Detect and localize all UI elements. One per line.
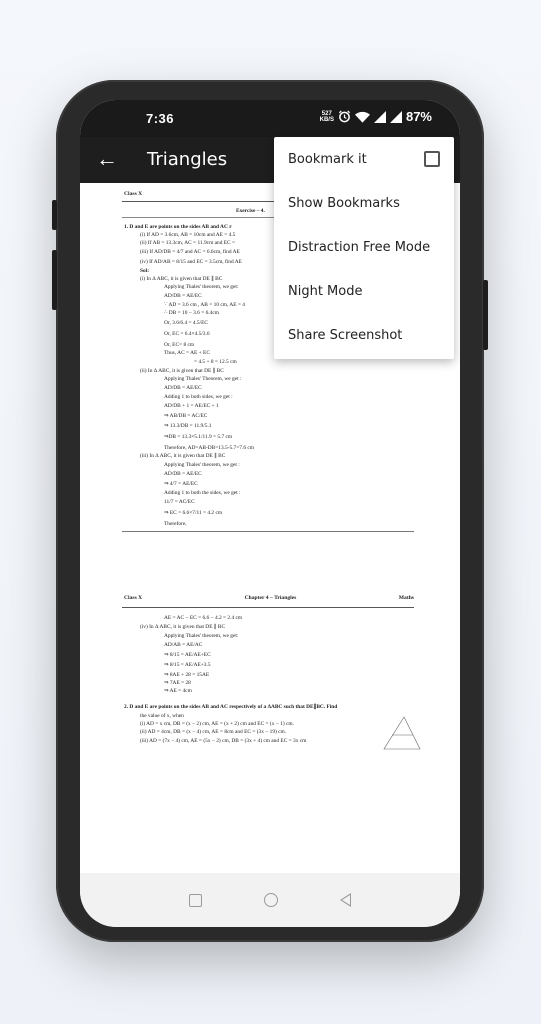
header-subject: Maths — [398, 595, 414, 601]
status-bar — [80, 100, 460, 137]
network-speed — [320, 111, 334, 123]
solution-line: ⇒ 8/15 = AE/AE+3.5 — [164, 662, 211, 668]
header-class: Class X — [124, 191, 143, 197]
menu-item-label: Bookmark it — [288, 151, 367, 167]
solution-line: Applying Thales' theorem, we get : — [164, 462, 240, 468]
network-speed-unit: KB/S — [319, 116, 334, 123]
solution-line: Or, EC = 6.4×4.5/3.6 — [164, 331, 210, 337]
wifi-icon — [355, 111, 370, 123]
menu-item-label: Distraction Free Mode — [288, 239, 431, 255]
phone-side-button — [52, 200, 57, 230]
solution-line: Applying Thales' Theorem, we get : — [164, 376, 242, 382]
phone-side-button — [52, 250, 57, 310]
solution-line: ⇒ AE = 4cm — [164, 688, 192, 694]
question-line: (ii) AD = 4cm, DB = (x − 4) cm, AE = 8cm and EC = (3x − 19) cm. — [140, 729, 287, 735]
solution-line: Therefore, — [164, 521, 187, 527]
solution-line: ⇒ AB/DB = AC/EC — [164, 413, 208, 419]
pdf-page-header — [124, 595, 414, 601]
solution-line: ⇒ 8/15 = AE/AE+EC — [164, 652, 211, 658]
solution-line: ⇒ 13.3/DB = 11.9/5.1 — [164, 423, 212, 429]
question-line: (i) AD = x cm, DB = (x − 2) cm, AE = (x + 2) cm and EC = (x − 1) cm. — [140, 721, 294, 727]
question-line: (iv) If AD/AB = 8/15 and EC = 3.5cm, find AE — [140, 259, 242, 265]
solution-line: Therefore, AD=AB-DB=13.5-5.7=7.6 cm — [164, 445, 254, 451]
solution-line: ⇒DB = 13.3×5.1/11.9 = 5.7 cm — [164, 434, 233, 440]
home-icon[interactable] — [264, 893, 278, 907]
solution-line: Or, 3.6/6.4 = 4.5/EC — [164, 320, 209, 326]
network-speed-value: 527 — [321, 110, 332, 117]
solution-line: (iv) In Δ ABC, it is given that DE ∥ BC — [140, 624, 226, 630]
solution-line: (iii) In Δ ABC, it is given that DE ∥ BC — [140, 453, 226, 459]
solution-line: Adding 1 to both the sides, we get : — [164, 490, 241, 496]
menu-item-label: Night Mode — [288, 283, 363, 299]
menu-item-bookmark-it[interactable] — [274, 137, 454, 181]
alarm-icon — [338, 110, 351, 123]
status-time: 7:36 — [146, 111, 175, 126]
menu-item-share-screenshot[interactable] — [274, 313, 454, 357]
solution-line: Adding 1 to both sides, we get : — [164, 394, 233, 400]
question-line: (iii) If AD/DB = 4/7 and AC = 6.6cm, find AE — [140, 249, 240, 255]
solution-line: AD/DB = AE/EC — [164, 385, 202, 391]
signal-icon — [390, 111, 402, 123]
solution-line: Or, EC= 8 cm — [164, 342, 195, 348]
question-line: 2. D and E are points on the sides AB and AC respectively of a ΔABC such that DE∥BC. Find — [124, 704, 338, 710]
question-line: the value of x, when — [140, 713, 184, 719]
page-bottom-rule — [122, 531, 414, 532]
menu-item-label: Show Bookmarks — [288, 195, 400, 211]
signal-icon — [374, 111, 386, 123]
solution-line: AD/DB + 1 = AE/EC + 1 — [164, 403, 219, 409]
solution-line: (ii) In Δ ABC, it is given that DE ∥ BC — [140, 368, 224, 374]
solution-line: ∴ DB = 10 − 3.6 = 6.4cm — [164, 310, 219, 316]
back-triangle-icon[interactable] — [340, 893, 351, 907]
status-icons — [320, 109, 432, 124]
header-chapter: Chapter 4 – Triangles — [244, 595, 297, 601]
solution-line: ∵ AD = 3.6 cm , AB = 10 cm, AE = 4 — [164, 302, 245, 308]
question-line: 1. D and E are points on the sides AB and AC r — [124, 224, 232, 230]
menu-item-label: Share Screenshot — [288, 327, 403, 343]
bookmark-checkbox[interactable] — [424, 151, 440, 167]
solution-line: AD/DB = AE/EC — [164, 293, 202, 299]
solution-label: Sol: — [140, 268, 149, 274]
battery-percent: 87% — [405, 109, 432, 124]
solution-line: Applying Thales' theorem, we get: — [164, 284, 239, 290]
solution-line: = 4.5 + 8 = 12.5 cm — [194, 359, 237, 365]
phone-side-button — [483, 280, 488, 350]
exercise-title: Exercise – 4. — [236, 208, 265, 214]
overflow-menu — [274, 137, 454, 359]
question-line: (i) If AD = 3.6cm, AB = 10cm and AE = 4.5 — [140, 232, 236, 238]
solution-line: ⇒ 8AE + 28 = 15AE — [164, 672, 210, 678]
question-line: (iii) AD = (7x − 4) cm, AE = (5x − 2) cm, DB = (3x + 4) cm and EC = 3x cm — [140, 738, 307, 744]
question-line: (ii) If AB = 13.3cm, AC = 11.9cm and EC = — [140, 240, 236, 246]
page-title: Triangles — [147, 149, 228, 170]
menu-item-night-mode[interactable] — [274, 269, 454, 313]
solution-line: AE = AC − EC = 6.6 − 4.2 = 2.4 cm — [164, 615, 243, 621]
solution-line: ⇒ 4/7 = AE/EC — [164, 481, 198, 487]
system-nav-bar — [80, 873, 460, 927]
header-rule — [122, 607, 414, 608]
menu-item-distraction-free-mode[interactable] — [274, 225, 454, 269]
triangle-figure — [380, 715, 422, 751]
solution-line: ⇒ 7AE = 28 — [164, 680, 191, 686]
recents-icon[interactable] — [189, 894, 202, 907]
solution-line: ⇒ EC = 6.6×7/11 = 4.2 cm — [164, 510, 223, 516]
solution-line: (i) In Δ ABC, it is given that DE ∥ BC — [140, 276, 223, 282]
header-class: Class X — [124, 595, 143, 601]
menu-item-show-bookmarks[interactable] — [274, 181, 454, 225]
solution-line: AD/AB = AE/AC — [164, 642, 203, 648]
back-arrow-icon[interactable]: ← — [96, 146, 118, 171]
solution-line: Thus, AC = AE + EC — [164, 350, 210, 356]
solution-line: AD/DB = AE/EC — [164, 471, 202, 477]
phone-screen — [80, 100, 460, 927]
solution-line: 11/7 = AC/EC — [164, 499, 195, 505]
solution-line: Applying Thales' theorem, we get: — [164, 633, 239, 639]
